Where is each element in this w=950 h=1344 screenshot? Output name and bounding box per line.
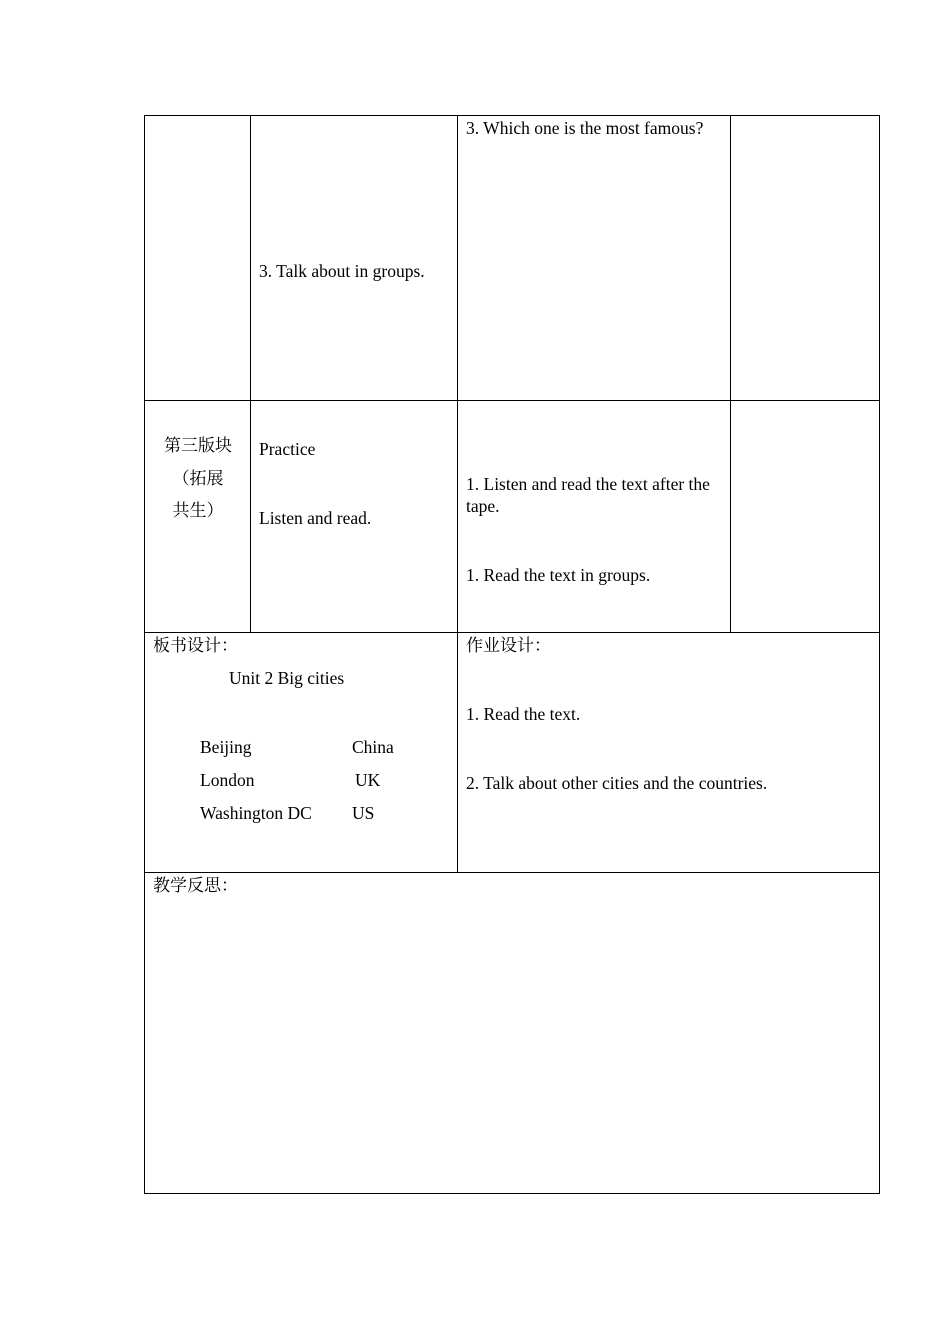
homework-label: 作业设计：: [466, 636, 551, 656]
section-label-line1: 第三版块: [164, 436, 232, 456]
board-city: Beijing: [200, 737, 252, 757]
board-design-title: Unit 2 Big cities: [229, 668, 345, 688]
homework-item-1: 1. Read the text.: [466, 704, 581, 724]
board-city: Washington DC: [200, 803, 312, 823]
table-border-top: [144, 115, 880, 116]
board-country: China: [352, 737, 394, 757]
table-row-divider: [144, 872, 880, 873]
table-col-divider: [250, 115, 251, 632]
row1-question-text: 3. Which one is the most famous?: [466, 118, 704, 138]
table-row-divider: [144, 400, 880, 401]
practice-item-1: 1. Listen and read the text after the tape.: [466, 474, 710, 516]
table-col-divider: [457, 115, 458, 872]
section-label-line3: 共生）: [172, 501, 224, 521]
board-country: US: [352, 803, 375, 823]
reflection-label: 教学反思：: [153, 876, 238, 896]
table-border-right: [879, 115, 880, 1194]
table-col-divider: [730, 115, 731, 632]
section-label-line2: （拓展: [172, 469, 224, 489]
board-city: London: [200, 770, 255, 790]
table-row-divider: [144, 632, 880, 633]
practice-item-2: 1. Read the text in groups.: [466, 565, 651, 585]
row1-talk-text: 3. Talk about in groups.: [259, 261, 425, 281]
homework-item-2: 2. Talk about other cities and the countries.: [466, 773, 768, 793]
listen-read-text: Listen and read.: [259, 508, 372, 528]
board-country: UK: [355, 770, 381, 790]
table-border-left: [144, 115, 145, 1194]
table-border-bottom: [144, 1193, 880, 1194]
board-design-label: 板书设计：: [153, 636, 238, 656]
practice-title: Practice: [259, 439, 316, 459]
